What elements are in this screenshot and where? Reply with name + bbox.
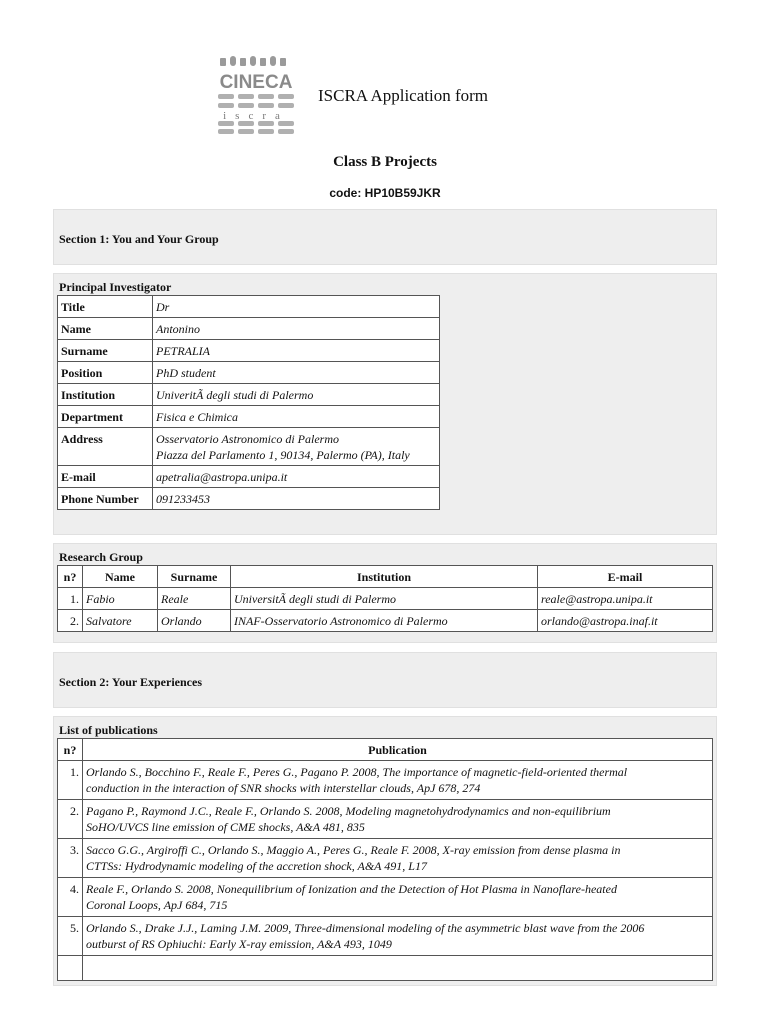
row-number: 2. [58, 610, 83, 632]
section2-heading: Section 2: Your Experiences [59, 675, 202, 689]
project-code: code: HP10B59JKR [329, 186, 441, 200]
member-surname: Orlando [158, 610, 231, 632]
pi-row-title [58, 296, 440, 318]
member-email: reale@astropa.unipa.it [538, 588, 713, 610]
member-email: orlando@astropa.inaf.it [538, 610, 713, 632]
pi-heading: Principal Investigator [59, 280, 172, 294]
pi-label: Institution [58, 384, 153, 406]
publication-line: Coronal Loops, ApJ 684, 715 [86, 898, 228, 912]
publication-entry [83, 878, 713, 917]
research-group-panel [53, 543, 717, 643]
address-line-2: Piazza del Parlamento 1, 90134, Palermo (PA), Italy [156, 448, 410, 462]
research-group-table [57, 565, 713, 632]
row-number [58, 956, 83, 981]
column-header: n? [58, 739, 83, 761]
table-row [58, 588, 713, 610]
pi-label: E-mail [58, 466, 153, 488]
pi-label: Department [58, 406, 153, 428]
publication-entry [83, 917, 713, 956]
pi-row-institution [58, 384, 440, 406]
column-header: Surname [158, 566, 231, 588]
publication-line: Orlando S., Drake J.J., Laming J.M. 2009, Three-dimensional modeling of the asymmetric blast wave from the 2006 [86, 921, 645, 935]
row-number: 1. [58, 761, 83, 800]
pi-value: PETRALIA [153, 340, 440, 362]
member-name: Fabio [83, 588, 158, 610]
publication-line: Reale F., Orlando S. 2008, Nonequilibrium of Ionization and the Detection of Hot Plasma in Nanoflare-heated [86, 882, 617, 896]
publication-entry [83, 956, 713, 981]
pi-row-email [58, 466, 440, 488]
publication-entry [83, 761, 713, 800]
row-number: 2. [58, 800, 83, 839]
row-number: 1. [58, 588, 83, 610]
pi-row-phone [58, 488, 440, 510]
member-surname: Reale [158, 588, 231, 610]
table-row [58, 610, 713, 632]
pi-value: Fisica e Chimica [153, 406, 440, 428]
table-header-row [58, 566, 713, 588]
table-row [58, 917, 713, 956]
pi-label: Name [58, 318, 153, 340]
publication-line: SoHO/UVCS line emission of CME shocks, A&A 481, 835 [86, 820, 365, 834]
pi-value: PhD student [153, 362, 440, 384]
publications-heading: List of publications [59, 723, 158, 737]
pi-label: Phone Number [58, 488, 153, 510]
publication-line: conduction in the interaction of SNR shocks with interstellar clouds, ApJ 678, 274 [86, 781, 481, 795]
column-header: Institution [231, 566, 538, 588]
pi-value [153, 428, 440, 466]
row-number: 5. [58, 917, 83, 956]
class-title: Class B Projects [333, 154, 437, 170]
cineca-logo [214, 56, 298, 136]
table-row [58, 800, 713, 839]
section1-heading: Section 1: You and Your Group [59, 232, 219, 246]
publications-panel [53, 716, 717, 986]
member-institution: INAF-Osservatorio Astronomico di Palermo [231, 610, 538, 632]
svg-text:iscra: iscra [223, 110, 289, 122]
publication-line: outburst of RS Ophiuchi: Early X-ray emission, A&A 493, 1049 [86, 937, 392, 951]
pi-row-name [58, 318, 440, 340]
column-header: E-mail [538, 566, 713, 588]
pi-value: Dr [153, 296, 440, 318]
publication-entry [83, 800, 713, 839]
pi-panel [53, 273, 717, 535]
pi-row-department [58, 406, 440, 428]
address-line-1: Osservatorio Astronomico di Palermo [156, 432, 339, 446]
publication-entry [83, 839, 713, 878]
pi-label: Position [58, 362, 153, 384]
pi-row-address [58, 428, 440, 466]
pi-row-surname [58, 340, 440, 362]
row-number: 3. [58, 839, 83, 878]
pi-label: Surname [58, 340, 153, 362]
pi-value: 091233453 [153, 488, 440, 510]
table-row [58, 878, 713, 917]
pi-label: Title [58, 296, 153, 318]
publication-line: Sacco G.G., Argiroffi C., Orlando S., Maggio A., Peres G., Reale F. 2008, X-ray emission from dense plasma in [86, 843, 621, 857]
pi-row-position [58, 362, 440, 384]
table-row [58, 761, 713, 800]
section1-panel [53, 209, 717, 265]
column-header: n? [58, 566, 83, 588]
member-name: Salvatore [83, 610, 158, 632]
section2-panel [53, 652, 717, 708]
pi-value: apetralia@astropa.unipa.it [153, 466, 440, 488]
pi-value: Antonino [153, 318, 440, 340]
table-row [58, 956, 713, 981]
publication-line: Pagano P., Raymond J.C., Reale F., Orlando S. 2008, Modeling magnetohydrodynamics and non-equilibrium [86, 804, 611, 818]
column-header: Publication [83, 739, 713, 761]
publications-table [57, 738, 713, 981]
table-header-row [58, 739, 713, 761]
svg-text:CINECA: CINECA [219, 72, 293, 93]
publication-line: Orlando S., Bocchino F., Reale F., Peres G., Pagano P. 2008, The importance of magnetic-field-oriented thermal [86, 765, 628, 779]
table-row [58, 839, 713, 878]
research-group-heading: Research Group [59, 550, 143, 564]
member-institution: UniversitÃ degli studi di Palermo [231, 588, 538, 610]
form-title: ISCRA Application form [318, 86, 488, 105]
pi-value: UniveritÃ degli studi di Palermo [153, 384, 440, 406]
pi-table [57, 295, 440, 510]
publication-line: CTTSs: Hydrodynamic modeling of the accretion shock, A&A 491, L17 [86, 859, 427, 873]
pi-label: Address [58, 428, 153, 466]
row-number: 4. [58, 878, 83, 917]
column-header: Name [83, 566, 158, 588]
